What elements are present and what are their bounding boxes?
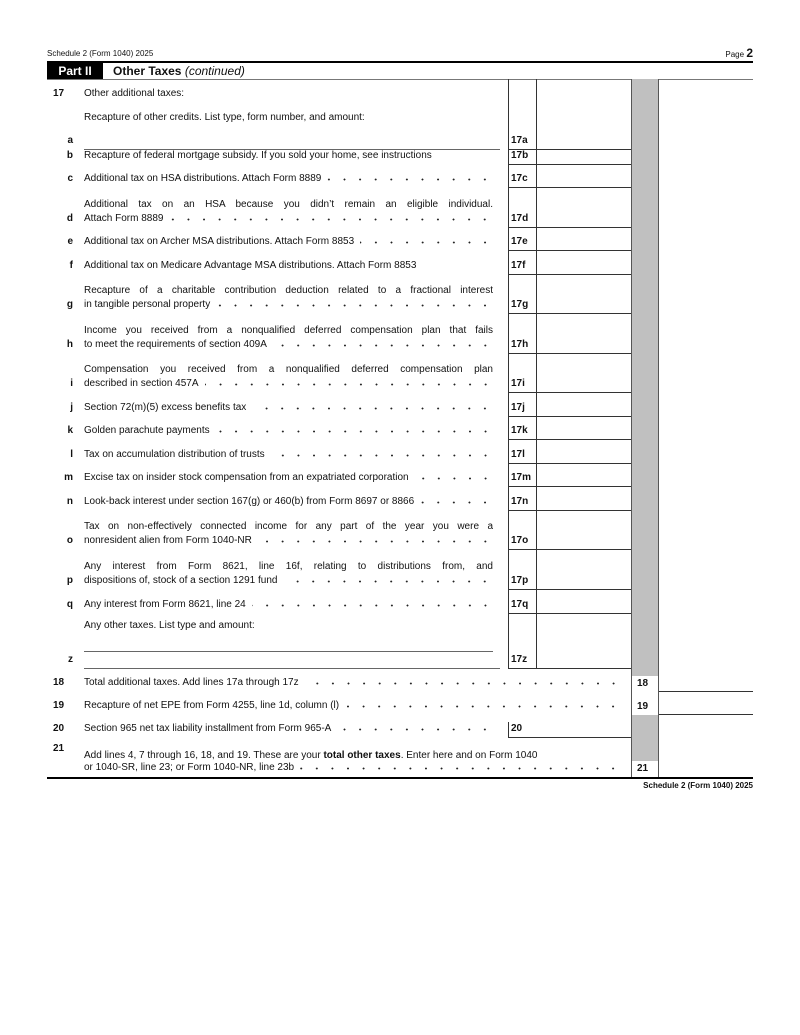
line-17h-text: Income you received from a nonqualified deferred compensation plan that fails [84, 324, 493, 336]
spacer [500, 228, 508, 252]
line-17k-text: Golden parachute payments [84, 425, 210, 436]
spacer [500, 393, 508, 417]
line-text-1 [84, 620, 493, 631]
shaded-column [631, 550, 659, 590]
line-17l-amount-input[interactable] [537, 440, 631, 463]
spacer [500, 275, 508, 315]
spacer [500, 590, 508, 614]
line-text-1 [84, 561, 493, 574]
spacer [500, 440, 508, 464]
line-17q-amount-field[interactable] [536, 590, 631, 614]
line-17i-box-label: 17i [508, 354, 536, 394]
line-19-amount-input[interactable] [659, 692, 753, 714]
line-text-2 [84, 534, 493, 546]
line-17z-amount-input[interactable] [537, 614, 631, 668]
line-text [84, 417, 500, 441]
line-17f-row [47, 251, 753, 275]
line-text [84, 715, 500, 738]
dot-leader [345, 699, 621, 708]
line-text [84, 228, 500, 252]
line-text [84, 669, 631, 692]
line-21-amount-input[interactable] [659, 738, 757, 779]
line-17j-box-label: 17j [508, 393, 536, 417]
spacer [500, 417, 508, 441]
line-text-1 [84, 325, 493, 338]
shaded-column [631, 590, 659, 614]
line-17m-amount-field[interactable] [536, 464, 631, 488]
shaded-column [631, 354, 659, 394]
line-19-amount-field[interactable] [659, 692, 753, 715]
blank-column [659, 417, 753, 441]
shaded-column [631, 487, 659, 511]
line-17j-amount-field[interactable] [536, 393, 631, 417]
line-number: 18 [53, 676, 65, 688]
line-17k-box-label: 17k [508, 417, 536, 441]
blank-column [659, 275, 753, 315]
line-17d-amount-field[interactable] [536, 188, 631, 228]
line-17d-text: Additional tax on an HSA because you didn’t remain an eligible individual. [84, 198, 493, 210]
shaded-column [631, 614, 659, 669]
line-17b-box-label: 17b [508, 141, 536, 165]
line-17n-amount-field[interactable] [536, 487, 631, 511]
blank-column [659, 511, 753, 551]
line-letter: m [64, 472, 73, 483]
line-17p-amount-input[interactable] [537, 550, 631, 589]
dot-leader [415, 471, 493, 480]
shaded-column [631, 440, 659, 464]
dot-leader [273, 338, 493, 347]
line-letter: d [66, 212, 73, 224]
line-17i-amount-input[interactable] [537, 354, 631, 393]
dot-leader [258, 534, 493, 543]
line-text-2 [84, 338, 493, 350]
line-21-amount-field[interactable] [659, 738, 753, 777]
blank-column [659, 715, 753, 738]
line-17e-row [47, 228, 753, 252]
line-text [84, 487, 500, 511]
line-text [84, 590, 500, 614]
blank-column [659, 550, 753, 590]
line-17z-description-input[interactable] [84, 635, 493, 652]
dot-leader [420, 495, 493, 504]
line-17z-row [47, 614, 753, 669]
dot-leader [205, 377, 493, 386]
line-text-1 [84, 495, 493, 507]
amount-blank [536, 79, 631, 107]
line-text [84, 354, 500, 394]
blank-column [659, 79, 753, 107]
line-17l-row [47, 440, 753, 464]
line-17e-text: Additional tax on Archer MSA distributions. Attach Form 8853 [84, 236, 355, 247]
line-18-text: Total additional taxes. Add lines 17a through 17z [84, 676, 299, 688]
spacer [500, 614, 508, 669]
line-17g-amount-field[interactable] [536, 275, 631, 315]
spacer [500, 550, 508, 590]
line-text [84, 692, 631, 715]
line-17p-box-label: 17p [508, 550, 536, 590]
line-17o-row [47, 511, 753, 551]
spacer [500, 464, 508, 488]
line-text [84, 79, 500, 107]
line-17d-box-label: 17d [508, 188, 536, 228]
spacer [500, 314, 508, 354]
shaded-column [631, 79, 659, 107]
shaded-column [631, 228, 659, 252]
line-17a-box-label: 17a [508, 107, 536, 150]
line-17e-amount-input[interactable] [537, 228, 631, 251]
dot-leader [337, 722, 493, 731]
line-17g-text: Recapture of a charitable contribution deduction related to a fractional interest [84, 285, 493, 296]
shaded-column [631, 188, 659, 228]
spacer [500, 79, 508, 107]
line-17o-text: Tax on non-effectively connected income for any part of the year you were a [84, 521, 493, 532]
line-letter: j [70, 401, 73, 413]
line-17h-text-2: to meet the requirements of section 409A [84, 338, 267, 350]
part-title-text: Other Taxes [113, 64, 182, 78]
spacer [500, 354, 508, 394]
line-17d-amount-input[interactable] [537, 188, 631, 227]
line-19-row [47, 692, 753, 715]
box-label-blank [508, 79, 536, 107]
page-number [725, 46, 753, 60]
line-number: 20 [53, 723, 65, 735]
line-letter: k [67, 425, 73, 436]
blank-column [659, 590, 753, 614]
line-20-amount-field[interactable] [536, 715, 631, 738]
line-17n-amount-input[interactable] [537, 487, 631, 510]
line-text-1 [84, 260, 493, 271]
spacer [500, 165, 508, 189]
other-taxes-form [47, 79, 753, 779]
line-17g-box-label: 17g [508, 275, 536, 315]
line-17f-amount-field[interactable] [536, 251, 631, 275]
line-17z-text: Any other taxes. List type and amount: [84, 619, 255, 631]
line-17b-amount-input[interactable] [537, 141, 631, 164]
line-17n-text: Look-back interest under section 167(g) or 460(b) from Form 8697 or 8866 [84, 495, 415, 507]
line-17b-amount-field[interactable] [536, 141, 631, 165]
part-title [113, 64, 245, 78]
blank-column [659, 464, 753, 488]
blank-column [659, 487, 753, 511]
line-text [84, 393, 500, 417]
line-17c-amount-input[interactable] [537, 165, 631, 188]
line-17b-row [47, 141, 753, 165]
line-17c-box-label: 17c [508, 165, 536, 189]
spacer [500, 188, 508, 228]
line-17p-row [47, 550, 753, 590]
line-17j-text: Section 72(m)(5) excess benefits tax [84, 401, 247, 413]
line-17l-amount-field[interactable] [536, 440, 631, 464]
line-17a-text: Recapture of other credits. List type, form number, and amount: [84, 112, 365, 123]
shaded-column [631, 417, 659, 441]
line-17e-amount-field[interactable] [536, 228, 631, 252]
line-17c-amount-field[interactable] [536, 165, 631, 189]
line-21-text-post: . Enter here and on Form 1040 [400, 750, 538, 762]
line-17i-row [47, 354, 753, 394]
line-17f-box-label: 17f [508, 251, 536, 275]
dot-leader [252, 401, 493, 410]
line-17o-amount-field[interactable] [536, 511, 631, 551]
line-17p-text-2: dispositions of, stock of a section 1291 fund [84, 574, 278, 586]
line-text [84, 188, 500, 228]
line-letter: i [70, 378, 73, 389]
line-17q-box-label: 17q [508, 590, 536, 614]
line-17k-amount-input[interactable] [537, 417, 631, 440]
dot-leader [216, 298, 493, 307]
form-header-name: Schedule 2 (Form 1040) 2025 [47, 49, 154, 58]
line-text [84, 511, 500, 551]
line-17d-text-2: Attach Form 8889 [84, 212, 164, 224]
dot-leader [252, 598, 493, 607]
line-letter: n [66, 495, 73, 507]
line-letter: q [66, 598, 73, 610]
line-17z-box-label: 17z [508, 614, 536, 669]
shaded-column [631, 464, 659, 488]
line-text-1 [84, 172, 493, 184]
line-17n-row [47, 487, 753, 511]
blank-column [659, 165, 753, 189]
line-text-1 [84, 448, 493, 460]
line-18-box-label: 18 [631, 669, 659, 692]
line-letter: h [66, 338, 73, 350]
blank-column [659, 440, 753, 464]
line-text-1 [84, 424, 493, 436]
line-17o-amount-input[interactable] [537, 511, 631, 550]
line-17g-amount-input[interactable] [537, 275, 631, 314]
line-number: 21 [53, 743, 65, 755]
line-17h-box-label: 17h [508, 314, 536, 354]
page-prefix: Page [725, 50, 745, 59]
line-18-amount-input[interactable] [659, 669, 753, 691]
line-17h-amount-input[interactable] [537, 314, 631, 353]
line-17-row [47, 79, 753, 107]
dot-leader [169, 212, 493, 221]
line-letter: z [68, 653, 73, 665]
line-21-text-2: or 1040-SR, line 23; or Form 1040-NR, line 23b [84, 762, 295, 774]
line-17q-row [47, 590, 753, 614]
line-letter: e [67, 236, 73, 247]
line-17g-row [47, 275, 753, 315]
blank-column [659, 228, 753, 252]
shaded-column [631, 251, 659, 275]
line-text-1 [84, 285, 493, 298]
part-header [47, 61, 753, 80]
dot-leader [300, 761, 621, 770]
shaded-column [631, 165, 659, 189]
line-text [84, 738, 631, 777]
dot-leader [360, 235, 493, 244]
line-text-1 [84, 150, 493, 161]
line-17q-amount-input[interactable] [537, 590, 631, 613]
line-text [84, 614, 500, 669]
line-text-2 [84, 212, 493, 224]
line-20-row [47, 715, 753, 738]
line-letter: a [67, 135, 73, 146]
blank-column [659, 141, 753, 165]
shaded-column [631, 275, 659, 315]
line-text-1 [84, 598, 493, 610]
shaded-column [631, 314, 659, 354]
line-17a-row [47, 107, 753, 146]
dot-leader [271, 448, 493, 457]
line-17e-box-label: 17e [508, 228, 536, 252]
line-21-row [47, 738, 753, 777]
line-17d-row [47, 188, 753, 228]
line-letter: b [66, 149, 73, 161]
line-17l-box-label: 17l [508, 440, 536, 464]
line-letter: p [66, 574, 73, 586]
blank-column [659, 188, 753, 228]
line-17f-amount-input[interactable] [537, 251, 631, 274]
line-17i-text: Compensation you received from a nonqualified deferred compensation plan [84, 364, 493, 375]
spacer [500, 251, 508, 275]
line-19-text: Recapture of net EPE from Form 4255, line 1d, column (l) [84, 700, 340, 712]
line-text-2 [84, 574, 493, 586]
line-21-box-label: 21 [631, 738, 659, 777]
line-text-2 [84, 377, 493, 389]
line-number: 17 [53, 88, 65, 99]
line-text [84, 550, 500, 590]
line-letter: o [66, 535, 73, 546]
line-text-1 [84, 235, 493, 247]
form-footer-name: Schedule 2 (Form 1040) 2025 [643, 781, 753, 790]
line-21-text-bold: total other taxes [323, 750, 401, 762]
line-number: 19 [53, 700, 65, 712]
line-17o-box-label: 17o [508, 511, 536, 551]
dot-leader [216, 424, 493, 433]
line-17j-row [47, 393, 753, 417]
line-text-1 [84, 112, 493, 123]
line-17h-amount-field[interactable] [536, 314, 631, 354]
line-18-row [47, 669, 753, 692]
line-17p-amount-field[interactable] [536, 550, 631, 590]
line-17m-row [47, 464, 753, 488]
line-text-1 [84, 471, 493, 483]
line-17l-text: Tax on accumulation distribution of trusts [84, 448, 265, 460]
line-20-text: Section 965 net tax liability installment from Form 965-A [84, 723, 332, 735]
line-17f-text: Additional tax on Medicare Advantage MSA distributions. Attach Form 8853 [84, 259, 417, 271]
spacer [500, 715, 508, 738]
shaded-column [631, 141, 659, 165]
shaded-column [631, 715, 659, 738]
line-text-2 [84, 298, 493, 310]
line-letter: c [67, 173, 73, 184]
page-number-value: 2 [746, 46, 753, 60]
line-17q-text: Any interest from Form 8621, line 24 [84, 598, 246, 610]
line-21-text [84, 750, 621, 761]
dot-leader [327, 172, 493, 181]
blank-column [659, 393, 753, 417]
line-17i-amount-field[interactable] [536, 354, 631, 394]
part-title-suffix: (continued) [184, 64, 245, 78]
line-20-amount-input[interactable] [536, 715, 631, 737]
line-text [84, 440, 500, 464]
line-17-text: Other additional taxes: [84, 88, 185, 99]
line-text [84, 275, 500, 315]
line-17j-amount-input[interactable] [537, 393, 631, 416]
line-17c-row [47, 165, 753, 189]
line-19-box-label: 19 [631, 692, 659, 715]
part-label: Part II [47, 63, 103, 79]
spacer [500, 141, 508, 165]
line-text-1 [84, 401, 493, 413]
line-text [84, 251, 500, 275]
blank-column [659, 614, 753, 669]
line-text-1 [84, 199, 493, 212]
line-17o-text-2: nonresident alien from Form 1040-NR [84, 535, 252, 546]
spacer [500, 487, 508, 511]
line-17m-text: Excise tax on insider stock compensation from an expatriated corporation [84, 472, 409, 483]
line-17b-text: Recapture of federal mortgage subsidy. If you sold your home, see instructions [84, 149, 432, 161]
line-letter: l [70, 448, 73, 460]
line-17g-text-2: in tangible personal property [84, 299, 211, 310]
line-17k-amount-field[interactable] [536, 417, 631, 441]
line-17m-box-label: 17m [508, 464, 536, 488]
line-text [84, 314, 500, 354]
shaded-column [631, 393, 659, 417]
line-text [84, 165, 500, 189]
line-20-box-label: 20 [508, 722, 536, 738]
blank-column [659, 354, 753, 394]
line-17i-text-2: described in section 457A [84, 378, 199, 389]
line-17m-amount-input[interactable] [537, 464, 631, 487]
line-letter: g [66, 299, 73, 310]
line-17n-box-label: 17n [508, 487, 536, 511]
dot-leader [305, 676, 621, 685]
spacer [500, 511, 508, 551]
line-17p-text: Any interest from Form 8621, line 16f, relating to distributions from, and [84, 560, 493, 572]
dot-leader [283, 574, 493, 583]
line-17c-text: Additional tax on HSA distributions. Attach Form 8889 [84, 173, 322, 184]
line-17k-row [47, 417, 753, 441]
line-17z-amount-field[interactable] [536, 614, 631, 669]
line-17h-row [47, 314, 753, 354]
line-17-group [47, 79, 753, 669]
line-text-1 [84, 521, 493, 534]
blank-column [659, 314, 753, 354]
line-text [84, 141, 500, 165]
line-18-amount-field[interactable] [659, 669, 753, 692]
shaded-column [631, 511, 659, 551]
line-21-text-pre: Add lines 4, 7 through 16, 18, and 19. These are your [84, 750, 324, 762]
line-text [84, 464, 500, 488]
line-letter: f [69, 259, 73, 271]
line-text-1 [84, 364, 493, 377]
blank-column [659, 251, 753, 275]
